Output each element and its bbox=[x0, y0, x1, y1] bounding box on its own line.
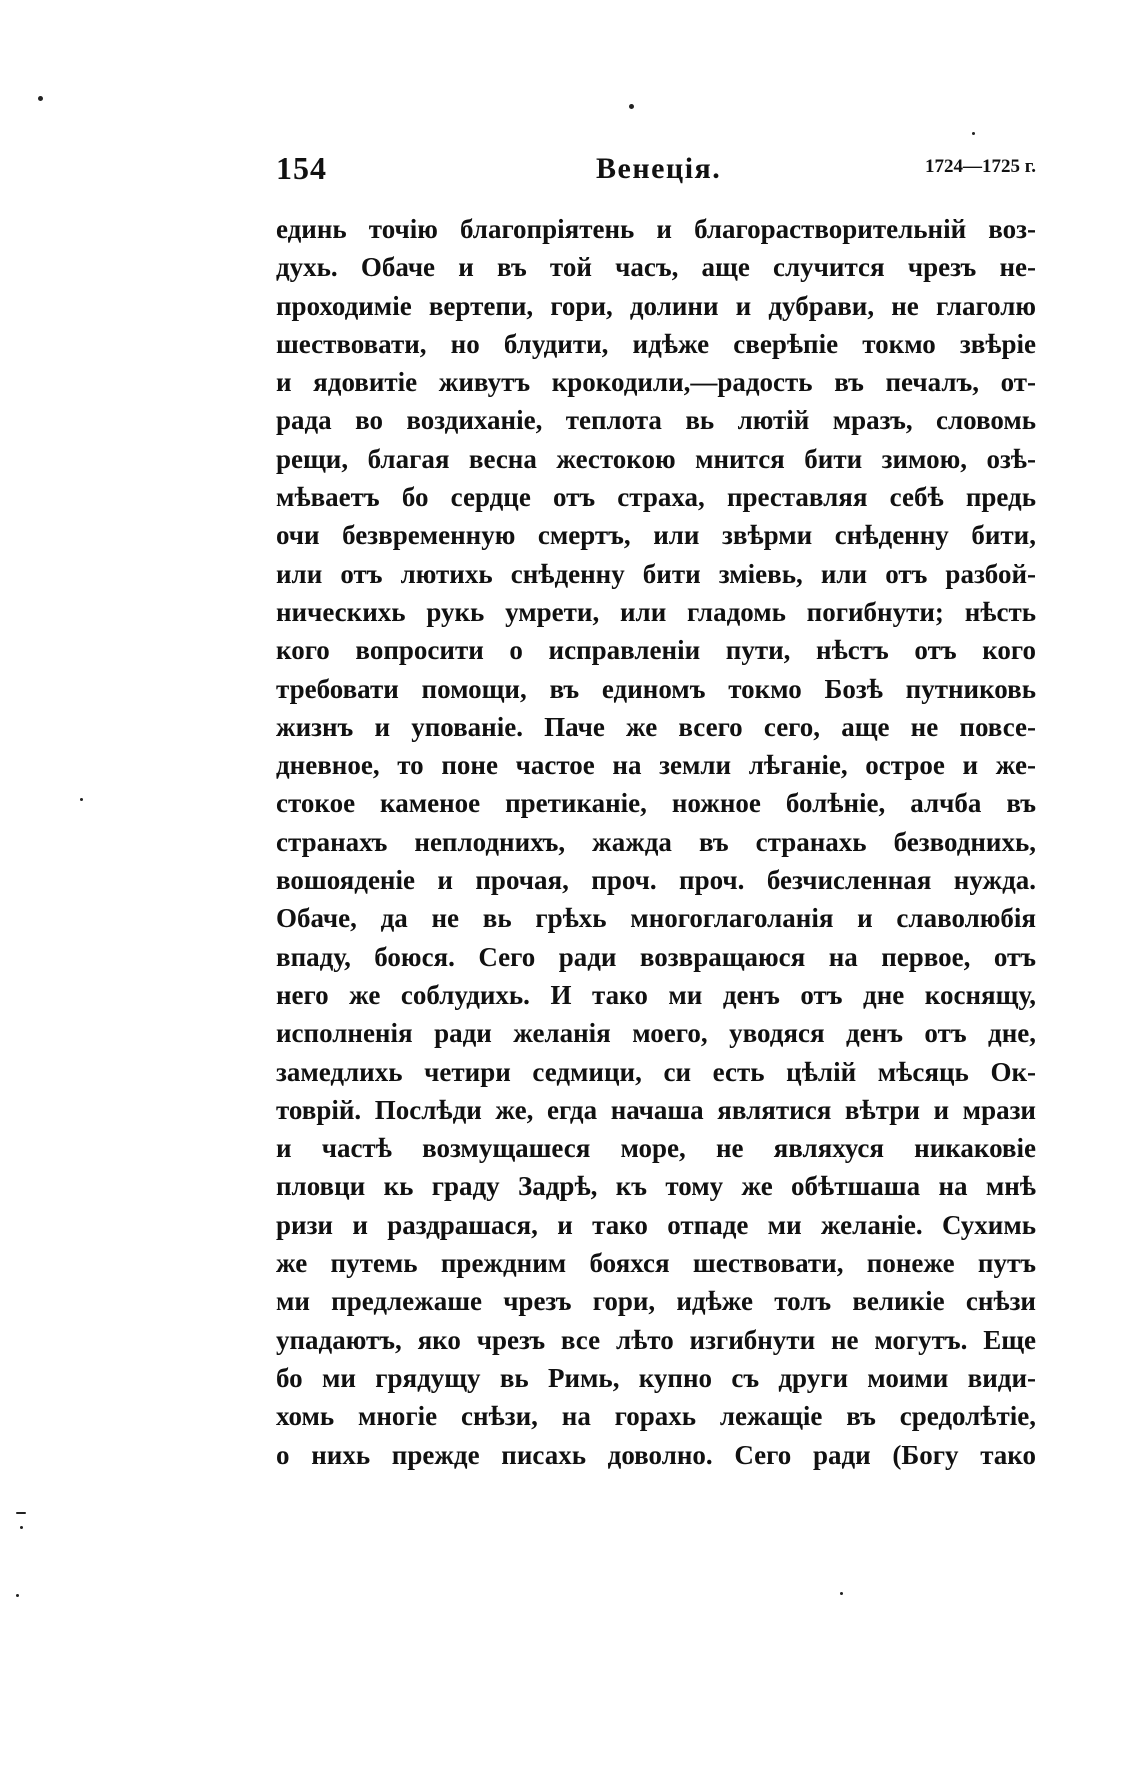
text-line: единь точію благопріятень и благорастворительній воз- bbox=[276, 214, 1036, 244]
scan-speck bbox=[16, 1512, 26, 1514]
text-line: стокое каменое претиканіе, ножное болѣніе, алчба въ bbox=[276, 788, 1036, 819]
scan-speck bbox=[20, 1526, 23, 1529]
text-line: пловци кь граду Задрѣ, къ тому же обѣтшаша на мнѣ bbox=[276, 1171, 1036, 1202]
text-line: впаду, боюся. Сего ради возвращаюся на первое, отъ bbox=[276, 941, 1036, 972]
text-line: упадаютъ, яко чрезъ все лѣто изгибнути не могутъ. Еще bbox=[276, 1324, 1036, 1355]
scan-speck bbox=[629, 104, 634, 109]
text-line: исполненія ради желанія моего, уводяся денъ отъ дне, bbox=[276, 1018, 1036, 1049]
text-line: товрій. Послѣди же, егда начаша являтися вѣтри и мрази bbox=[276, 1094, 1036, 1125]
text-line: же путемь преждним бояхся шествовати, понеже путъ bbox=[276, 1248, 1036, 1279]
text-line: жизнъ и упованіе. Паче же всего сего, аще не повсе- bbox=[276, 711, 1036, 742]
running-title: Венеція. bbox=[596, 152, 722, 185]
body-text bbox=[276, 210, 1036, 1474]
page-header bbox=[276, 150, 1036, 190]
text-line: него же соблудихь. И тако ми денъ отъ дне коснящу, bbox=[276, 979, 1036, 1010]
text-line: рада во воздиханіе, теплота вь лютій мразъ, словомь bbox=[276, 405, 1036, 436]
text-line: требовати помощи, въ единомъ токмо Бозѣ путниковь bbox=[276, 673, 1036, 704]
text-line: странахъ неплоднихъ, жажда въ странахь безводнихь, bbox=[276, 826, 1036, 857]
text-line: духь. Обаче и въ той часъ, аще случится чрезъ не- bbox=[276, 252, 1036, 283]
scan-speck bbox=[80, 798, 83, 801]
text-line: или отъ лютихь снѣденну бити зміевь, или отъ разбой- bbox=[276, 558, 1036, 589]
text-line: ризи и раздрашася, и тако отпаде ми желаніе. Сухимь bbox=[276, 1209, 1036, 1240]
text-line: о нихь прежде писахь доволно. Сего ради (Богу тако bbox=[276, 1439, 1036, 1470]
page-number: 154 bbox=[276, 150, 327, 186]
text-line: кого вопросити о исправленіи пути, нѣстъ отъ кого bbox=[276, 635, 1036, 666]
text-line: шествовати, но блудити, идѣже сверѣпіе токмо звѣріе bbox=[276, 328, 1036, 359]
text-line: очи безвременную смертъ, или звѣрми снѣденну бити, bbox=[276, 520, 1036, 551]
text-line: рещи, благая весна жестокою мнится бити зимою, озѣ- bbox=[276, 443, 1036, 474]
scan-speck bbox=[16, 1594, 19, 1597]
scan-speck bbox=[972, 132, 975, 135]
text-line: мѣваетъ бо сердце отъ страха, преставляя себѣ предь bbox=[276, 482, 1036, 513]
text-line: бо ми грядущу вь Римь, купно съ други моими види- bbox=[276, 1362, 1036, 1393]
text-line: вошояденіе и прочая, проч. проч. безчисленная нужда. bbox=[276, 865, 1036, 896]
text-line: проходиміе вертепи, гори, долини и дубрави, не глаголю bbox=[276, 290, 1036, 321]
text-line: ми предлежаше чрезъ гори, идѣже толъ великіе снѣзи bbox=[276, 1286, 1036, 1317]
scan-speck bbox=[840, 1592, 843, 1595]
text-line: дневное, то поне частое на земли лѣганіе, острое и же- bbox=[276, 750, 1036, 781]
text-line: хомь многіе снѣзи, на горахь лежащіе въ средолѣтіе, bbox=[276, 1401, 1036, 1432]
text-line: замедлихь четири седмици, си есть цѣлій мѣсяць Ок- bbox=[276, 1056, 1036, 1087]
text-line: и частѣ возмущашеся море, не являхуся никаковіе bbox=[276, 1133, 1036, 1164]
text-line: и ядовитіе живутъ крокодили,—радость въ печалъ, от- bbox=[276, 367, 1036, 398]
date-range: 1724—1725 г. bbox=[925, 156, 1036, 177]
text-line: ническихь рукь умрети, или гладомь погибнути; нѣсть bbox=[276, 596, 1036, 627]
text-line: Обаче, да не вь грѣхь многоглаголанія и славолюбія bbox=[276, 903, 1036, 934]
scan-speck bbox=[38, 96, 43, 101]
